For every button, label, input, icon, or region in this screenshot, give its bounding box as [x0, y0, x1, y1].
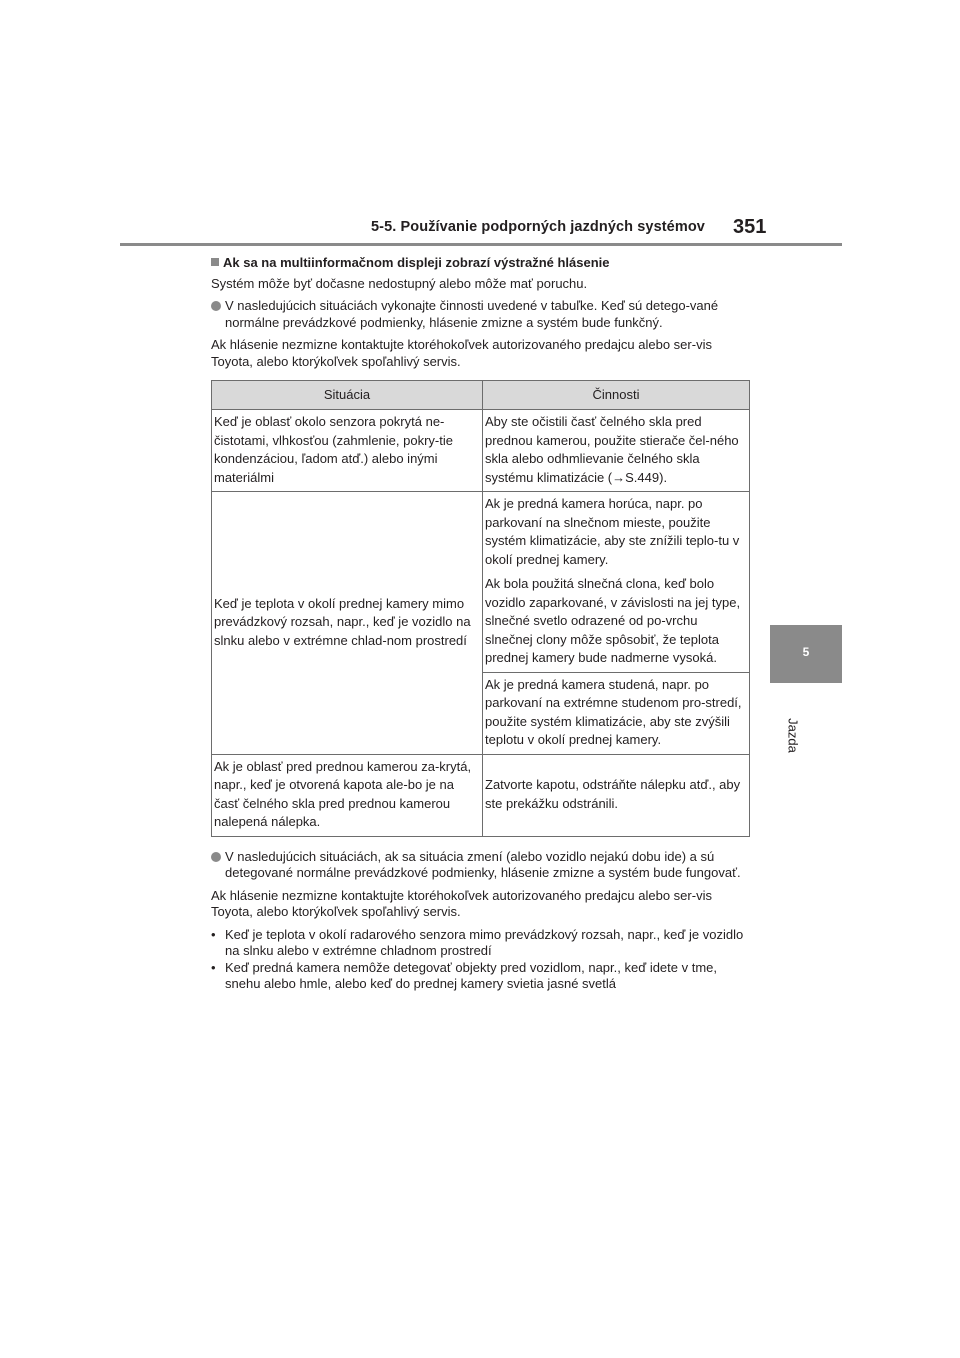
bullet-text: V nasledujúcich situáciách vykonajte činnosti uvedené v tabuľke. Keď sú detego-vané normálne prevádzkové podmienky, hlásenie zmizne a systém bude funkčný. [225, 298, 719, 330]
table-cell-action [483, 492, 750, 673]
bullet-item [211, 849, 751, 882]
chapter-label-container [785, 706, 801, 766]
table-cell-situation: Keď je teplota v okolí prednej kamery mimo prevádzkový rozsah, napr., keď je vozidlo na slnku alebo v extrémne chlad-nom prostredí [212, 492, 483, 755]
contact-paragraph: Ak hlásenie nezmizne kontaktujte ktoréhokoľvek autorizovaného predajcu alebo ser-vis Toyota, alebo ktorýkoľvek spoľahlivý servis. [211, 887, 712, 919]
list-marker: • [211, 959, 216, 975]
table-cell-action: Zatvorte kapotu, odstráňte nálepku atď., aby ste prekážku odstránili. [483, 754, 750, 836]
table-cell-situation: Ak je oblasť pred prednou kamerou za-krytá, napr., keď je otvorená kapota ale-bo je na časť čelného skla pred prednou kamerou nalepená nálepka. [212, 754, 483, 836]
action-paragraph: Ak je predná kamera horúca, napr. po parkovaní na slnečnom mieste, použite systém klimatizácie, aby ste znížili teplo-tu v okolí prednej kamery. [485, 496, 740, 567]
intro-paragraph: Systém môže byť dočasne nedostupný alebo môže mať poruchu. [211, 275, 588, 291]
circle-bullet-icon [211, 301, 221, 311]
section-heading [211, 255, 751, 272]
chapter-number: 5 [802, 645, 810, 659]
section-title: 5-5. Používanie podporných jazdných systémov [371, 219, 705, 235]
table-row [212, 410, 750, 492]
page-number: 351 [733, 216, 767, 238]
table-cell-action: Aby ste očistili časť čelného skla pred prednou kamerou, použite stierače čel-ného skla alebo odhmlievanie čelného skla systému klimatizácie (→S.449). [483, 410, 750, 492]
table-row [212, 492, 750, 673]
header-divider [120, 243, 842, 246]
contact-paragraph: Ak hlásenie nezmizne kontaktujte ktoréhokoľvek autorizovaného predajcu alebo ser-vis Toyota, alebo ktorýkoľvek spoľahlivý servis. [211, 337, 712, 369]
situation-action-table [211, 380, 750, 837]
bullet-text: V nasledujúcich situáciách, ak sa situácia zmení (alebo vozidlo nejakú dobu ide) a sú detegované normálne prevádzkové podmienky, hlásenie zmizne a systém bude fungovať. [225, 848, 741, 880]
condition-list [211, 927, 751, 993]
list-item [211, 960, 751, 993]
list-item-text: Keď je teplota v okolí radarového senzora mimo prevádzkový rozsah, napr., keď je vozidlo na slnku alebo v extrémne chladnom prostredí [225, 926, 744, 958]
table-cell-situation: Keď je oblasť okolo senzora pokrytá ne-čistotami, vlhkosťou (zahmlenie, pokry-tie kondenzáciou, ľadom atď.) alebo inými materiálmi [212, 410, 483, 492]
chapter-label: Jazda [785, 718, 801, 753]
list-item-text: Keď predná kamera nemôže detegovať objekty pred vozidlom, napr., keď idete v tme, snehu alebo hmle, alebo keď do prednej kamery svietia jasné svetlá [225, 959, 718, 991]
list-marker: • [211, 926, 216, 942]
page-content [211, 255, 751, 993]
list-item [211, 927, 751, 960]
table-header-action: Činnosti [483, 381, 750, 410]
table-cell-action: Ak je predná kamera studená, napr. po parkovaní na extrémne studenom pro-stredí, použite systém klimatizácie, aby ste zvýšili teplotu v okolí prednej kamery. [483, 672, 750, 754]
chapter-tab [770, 625, 842, 683]
table-header-situation: Situácia [212, 381, 483, 410]
bullet-item [211, 298, 751, 331]
table-row [212, 754, 750, 836]
section-heading-text: Ak sa na multiinformačnom displeji zobrazí výstražné hlásenie [223, 255, 610, 270]
square-bullet-icon [211, 258, 219, 266]
action-paragraph: Ak bola použitá slnečná clona, keď bolo vozidlo zaparkované, v závislosti na jej type, slnečné svetlo odrazené od po-vrchu slnečnej clony môže spôsobiť, že teplota prednej kamery bude nadmerne vysoká. [485, 576, 741, 665]
table-header-row [212, 381, 750, 410]
circle-bullet-icon [211, 852, 221, 862]
